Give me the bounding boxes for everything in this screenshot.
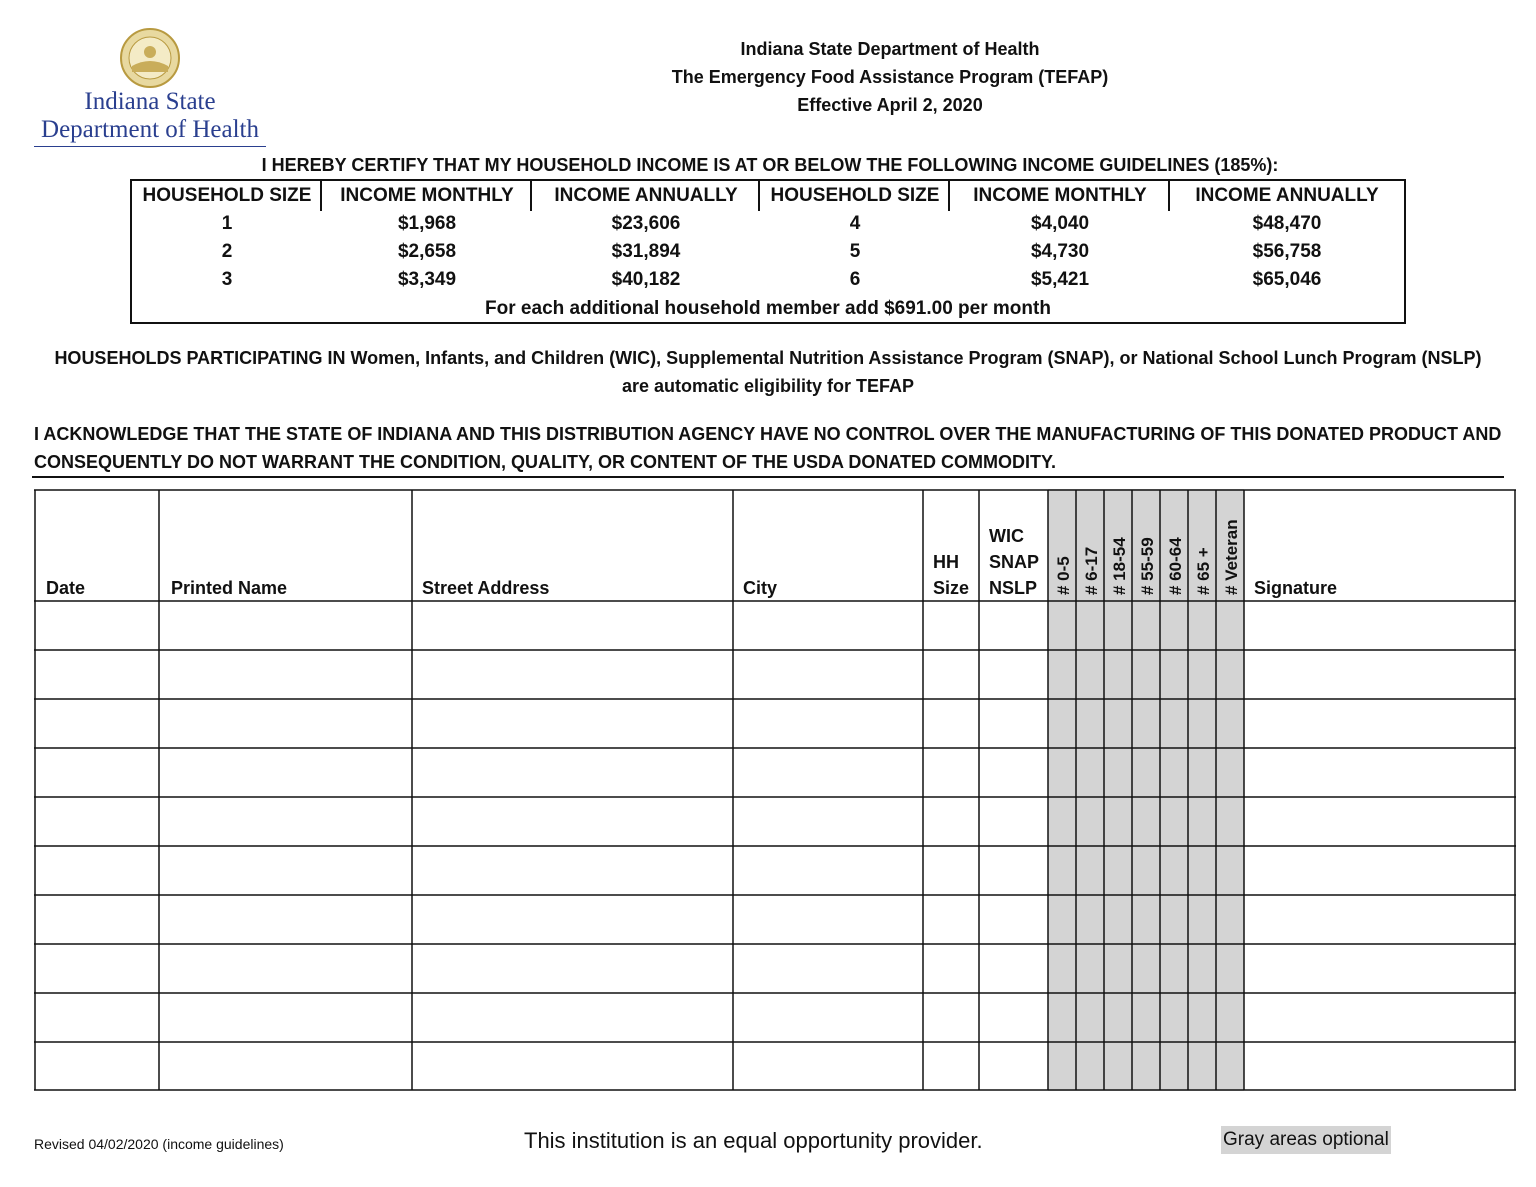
income-header-cell: HOUSEHOLD SIZE (770, 185, 940, 206)
income-cell: $23,606 (611, 213, 681, 234)
income-header-cell: HOUSEHOLD SIZE (142, 185, 312, 206)
income-table-footer: For each additional household member add $691.00 per month (485, 298, 1051, 319)
income-header-cell: INCOME MONTHLY (973, 185, 1147, 206)
income-cell: $65,046 (1252, 269, 1322, 290)
income-guidelines-table (130, 179, 1406, 324)
column-header-age-6-17: # 6-17 (1082, 546, 1101, 595)
section-divider (32, 476, 1504, 478)
column-header-date: Date (46, 578, 86, 598)
column-header-wic-line1: WIC (989, 526, 1024, 546)
column-header-wic-line2: SNAP (989, 552, 1040, 572)
income-cell: $3,349 (397, 269, 457, 290)
column-header-hh-line2: Size (933, 578, 970, 598)
income-cell: $1,968 (397, 213, 457, 234)
income-cell: 6 (849, 269, 861, 290)
income-header-cell: INCOME ANNUALLY (1195, 185, 1379, 206)
signin-table (34, 489, 1516, 1091)
column-header-hh-line1: HH (933, 552, 959, 572)
column-header-age-0-5: # 0-5 (1054, 556, 1073, 595)
column-header-city: City (743, 578, 778, 598)
column-header-wic-line3: NSLP (989, 578, 1038, 598)
income-cell: $40,182 (611, 269, 681, 290)
logo-text-line1: Indiana State (84, 88, 216, 115)
wic-eligibility-statement: HOUSEHOLDS PARTICIPATING IN Women, Infants, and Children (WIC), Supplemental Nutrition Assistance Program (SNAP), or National School Lunch Program (NSLP) are automatic eligibility for TEFAP (54, 348, 1482, 396)
header-effective-date: Effective April 2, 2020 (797, 95, 983, 115)
acknowledgement-statement: I ACKNOWLEDGE THAT THE STATE OF INDIANA AND THIS DISTRIBUTION AGENCY HAVE NO CONTROL OVER THE MANUFACTURING OF THIS DONATED PRODUCT AND CONSEQUENTLY DO NOT WARRANT THE CONDITION, QUALITY, OR CONTENT OF THE USDA DONATED COMMODITY. (34, 424, 1502, 472)
income-cell: $4,040 (1030, 213, 1090, 234)
header-agency: Indiana State Department of Health (740, 39, 1040, 59)
income-cell: 4 (849, 213, 861, 234)
header-program: The Emergency Food Assistance Program (TEFAP) (671, 67, 1109, 87)
column-header-age-55-59: # 55-59 (1138, 537, 1157, 595)
column-header-age-65-plus: # 65 + (1194, 547, 1213, 595)
column-header-age-60-64: # 60-64 (1166, 537, 1185, 595)
logo-underline (34, 146, 266, 147)
income-cell: $56,758 (1252, 241, 1322, 262)
income-cell: 3 (221, 269, 233, 290)
equal-opportunity-statement: This institution is an equal opportunity provider. (524, 1128, 983, 1153)
state-seal-icon (120, 28, 180, 88)
income-cell: $31,894 (611, 241, 681, 262)
income-header-cell: INCOME MONTHLY (340, 185, 514, 206)
gray-areas-note: Gray areas optional (1221, 1126, 1391, 1154)
income-cell: 5 (849, 241, 861, 262)
income-cell: $5,421 (1030, 269, 1090, 290)
income-cell: $4,730 (1030, 241, 1090, 262)
column-header-street-address: Street Address (422, 578, 550, 598)
column-header-signature: Signature (1254, 578, 1338, 598)
income-cell: $2,658 (397, 241, 457, 262)
income-header-cell: INCOME ANNUALLY (554, 185, 738, 206)
column-header-age-18-54: # 18-54 (1110, 537, 1129, 595)
certify-statement: I HEREBY CERTIFY THAT MY HOUSEHOLD INCOME IS AT OR BELOW THE FOLLOWING INCOME GUIDELINES (185%): (261, 155, 1279, 175)
income-cell: 1 (221, 213, 233, 234)
logo-text-line2: Department of Health (41, 116, 259, 143)
column-header-veteran: # Veteran (1222, 519, 1241, 595)
income-cell: $48,470 (1252, 213, 1322, 234)
revision-note: Revised 04/02/2020 (income guidelines) (34, 1136, 284, 1152)
column-header-printed-name: Printed Name (171, 578, 288, 598)
income-cell: 2 (221, 241, 233, 262)
